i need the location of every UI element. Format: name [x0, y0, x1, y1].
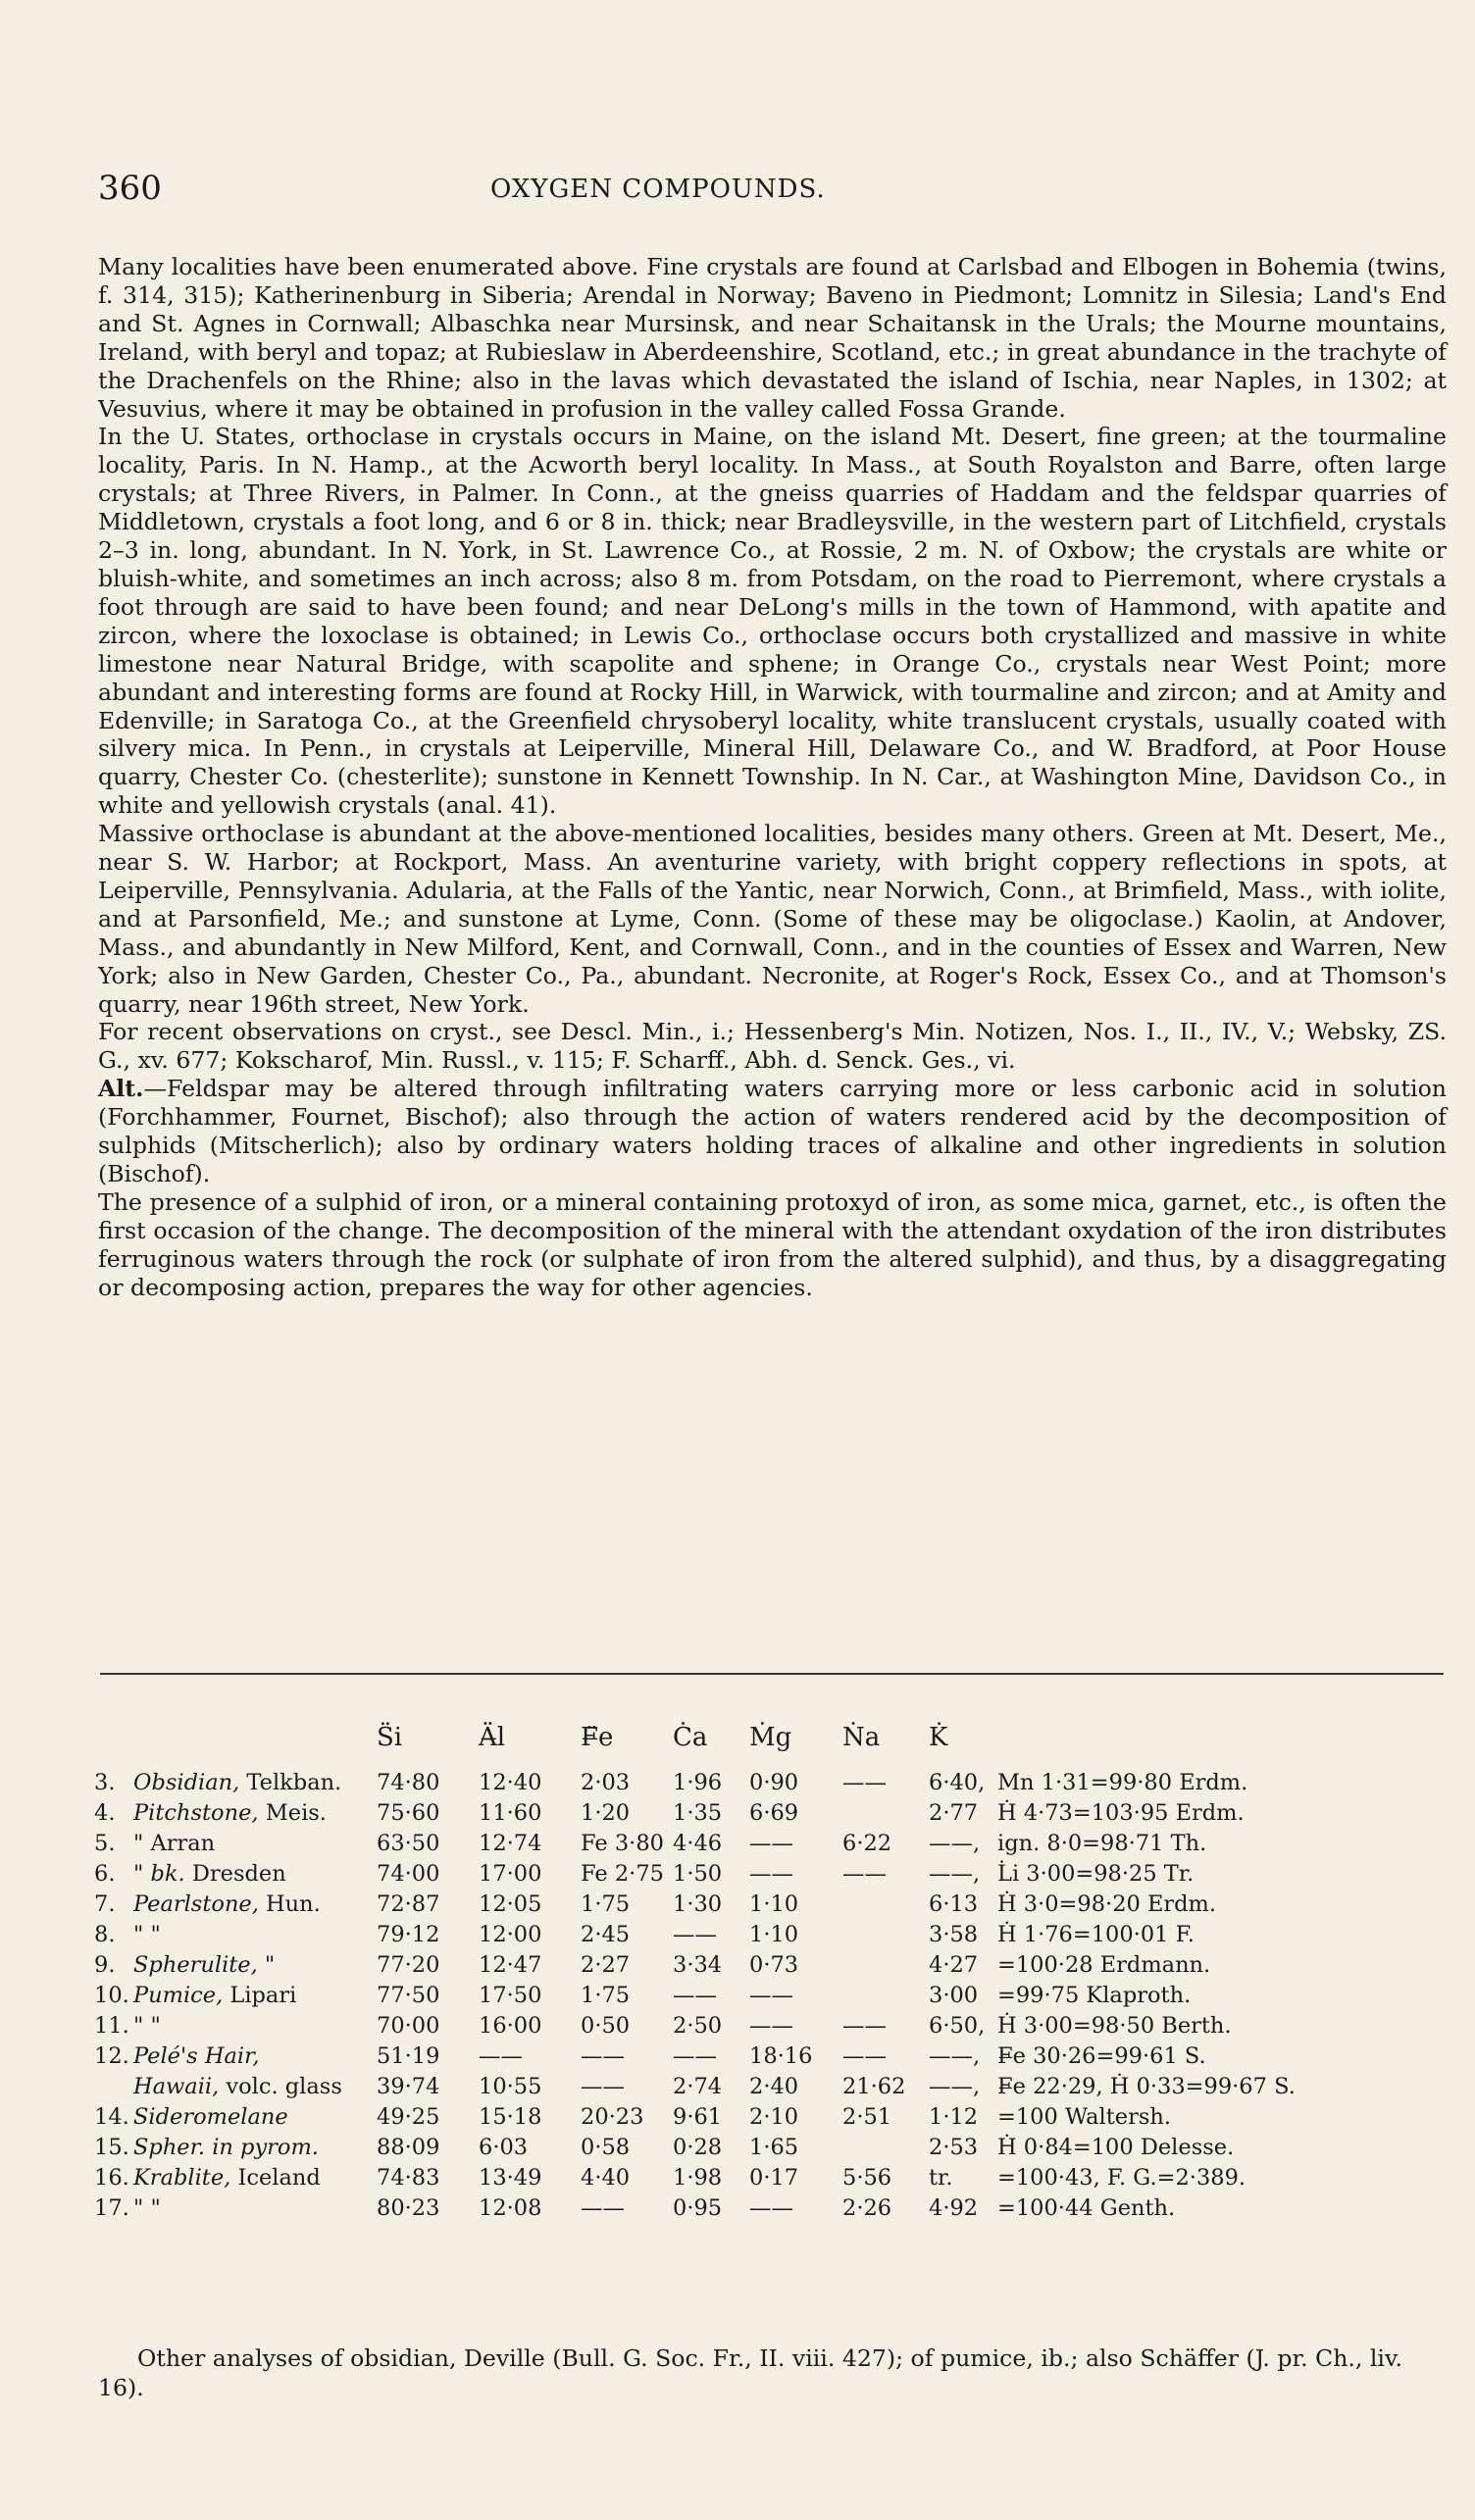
alt-label: Alt.	[98, 1075, 144, 1103]
silica-value: 77·50	[377, 1982, 440, 2008]
remarks-value: =100·43, F. G.=2·389.	[997, 2164, 1246, 2191]
silica-value: 49·25	[377, 2103, 440, 2130]
remarks-value: =100·28 Erdmann.	[997, 1951, 1211, 1978]
soda-value	[842, 1949, 929, 1980]
row-number: 7.	[94, 1890, 116, 1917]
iron-value: ——	[581, 2042, 625, 2069]
potash-value: ——,	[929, 2042, 981, 2069]
mineral-name: Hawaii,	[133, 2073, 220, 2099]
header-soda: Ṅa	[842, 1723, 881, 1752]
potash-value: 6·13	[929, 1890, 979, 1917]
locality: Arran	[143, 1830, 216, 1856]
soda-value: 2·51	[842, 2103, 892, 2130]
remarks-value: =99·75 Klaproth.	[997, 1982, 1192, 2008]
locality: volc. glass	[219, 2073, 342, 2099]
potash-value: tr.	[929, 2164, 953, 2191]
alumina-value: 11·60	[479, 1799, 542, 1826]
silica-value: 74·83	[377, 2164, 440, 2191]
iron-value: ——	[581, 2194, 625, 2221]
lime-value: ——	[673, 2042, 717, 2069]
table-row	[94, 1980, 1468, 2010]
section-divider	[100, 1673, 1444, 1675]
iron-value: 20·23	[581, 2103, 644, 2130]
mineral-name: Obsidian,	[133, 1769, 240, 1795]
soda-value: ——	[842, 2012, 887, 2039]
sample-name-cell	[94, 1797, 377, 1828]
mineral-name: "	[133, 2194, 144, 2221]
silica-value: 39·74	[377, 2073, 440, 2099]
sample-name-cell	[94, 2041, 377, 2071]
table-row	[94, 2192, 1468, 2223]
lime-value: 4·46	[673, 1830, 723, 1856]
footer-note	[98, 2344, 1447, 2402]
alumina-value: 12·05	[479, 1890, 542, 1917]
table-row	[94, 2132, 1468, 2162]
row-number: 12.	[94, 2042, 129, 2069]
alumina-value: 13·49	[479, 2164, 542, 2191]
iron-value: 0·50	[581, 2012, 631, 2039]
mineral-name: "	[133, 1921, 144, 1947]
lime-value: 2·74	[673, 2073, 723, 2099]
mineral-name: Krablite,	[133, 2164, 231, 2191]
mineral-name: Pitchstone,	[133, 1799, 259, 1826]
lime-value: 1·98	[673, 2164, 723, 2191]
paragraph-alteration	[98, 1075, 1447, 1188]
potash-value: ——,	[929, 2073, 981, 2099]
lime-value: 9·61	[673, 2103, 723, 2130]
iron-value: 4·40	[581, 2164, 631, 2191]
paragraph-massive-orthoclase: Massive orthoclase is abundant at the above-mentioned localities, besides many others. Green at Mt. Desert, Me., near S. W. Harbor; at Rockport, Mass. An aventurine variety, with bright coppery reflections in spots, at Leiperville, Pennsylvania. Adularia, at the Falls of the Yantic, near Norwich, Conn., at Brimfield, Mass., with iolite, and at Parsonfield, Me.; and sunstone at Lyme, Conn. (Some of these may be oligoclase.) Kaolin, at Andover, Mass., and abundantly in New Milford, Kent, and Cornwall, Conn., and in the counties of Essex and Warren, New York; also in New Garden, Chester Co., Pa., abundant. Necronite, at Roger's Rock, Essex Co., and at Thomson's quarry, near 196th street, New York.	[98, 820, 1447, 1018]
table-row	[94, 1767, 1468, 1797]
locality: "	[143, 2194, 161, 2221]
potash-value: 4·92	[929, 2194, 979, 2221]
sample-name-cell	[94, 1949, 377, 1980]
mineral-name: Sideromelane	[133, 2103, 288, 2130]
silica-value: 74·80	[377, 1769, 440, 1795]
table-row	[94, 1949, 1468, 1980]
row-number: 16.	[94, 2164, 129, 2191]
sample-name-cell	[94, 1767, 377, 1797]
silica-value: 88·09	[377, 2134, 440, 2160]
sample-name-cell	[94, 2192, 377, 2223]
alumina-value: 12·00	[479, 1921, 542, 1947]
table-header-row	[94, 1708, 1468, 1767]
row-number: 5.	[94, 1830, 116, 1856]
mineral-name: Spherulite,	[133, 1951, 258, 1978]
table-row	[94, 1797, 1468, 1828]
silica-value: 70·00	[377, 2012, 440, 2039]
silica-value: 75·60	[377, 1799, 440, 1826]
iron-value: 2·45	[581, 1921, 631, 1947]
alumina-value: 17·50	[479, 1982, 542, 2008]
potash-value: 3·58	[929, 1921, 979, 1947]
mineral-name: "	[133, 2012, 144, 2039]
iron-value: 2·03	[581, 1769, 631, 1795]
soda-value	[842, 1889, 929, 1919]
magnesia-value: 1·10	[749, 1921, 799, 1947]
soda-value	[842, 1980, 929, 2010]
silica-value: 74·00	[377, 1860, 440, 1887]
sample-name-cell	[94, 1919, 377, 1949]
mineral-name: Spher. in pyrom.	[133, 2134, 319, 2160]
iron-value: 1·75	[581, 1982, 631, 2008]
lime-value: ——	[673, 1921, 717, 1947]
sample-name-cell	[94, 2162, 377, 2192]
iron-value: Fe 3·80	[581, 1830, 664, 1856]
sample-name-cell	[94, 1828, 377, 1858]
silica-value: 72·87	[377, 1890, 440, 1917]
alumina-value: 12·08	[479, 2194, 542, 2221]
row-number: 6.	[94, 1860, 116, 1887]
soda-value: 2·26	[842, 2194, 892, 2221]
remarks-value: F̶e 30·26=99·61 S.	[997, 2042, 1206, 2069]
locality: Meis.	[258, 1799, 327, 1826]
remarks-value: Ḣ 1·76=100·01 F.	[997, 1921, 1195, 1947]
magnesia-value: ——	[749, 1830, 793, 1856]
table-row	[94, 1889, 1468, 1919]
iron-value: 2·27	[581, 1951, 631, 1978]
potash-value: ——,	[929, 1860, 981, 1887]
mineral-name: Pelé's Hair,	[133, 2042, 260, 2069]
magnesia-value: 0·17	[749, 2164, 799, 2191]
paragraph-recent-observations: For recent observations on cryst., see Descl. Min., i.; Hessenberg's Min. Notizen, Nos. I., II., IV., V.; Websky, ZS. G., xv. 677; Kokscharof, Min. Russl., v. 115; F. Scharff., Abh. d. Senck. Ges., vi.	[98, 1018, 1447, 1075]
sample-name-cell	[94, 2010, 377, 2041]
locality: "	[143, 1921, 161, 1947]
magnesia-value: 0·90	[749, 1769, 799, 1795]
paragraph-us-localities: In the U. States, orthoclase in crystals occurs in Maine, on the island Mt. Desert, fine green; at the tourmaline locality, Paris. In N. Hamp., at the Acworth beryl locality. In Mass., at South Royalston and Barre, often large crystals; at Three Rivers, in Palmer. In Conn., at the gneiss quarries of Haddam and the feldspar quarries of Middletown, crystals a foot long, and 6 or 8 in. thick; near Bradleysville, in the western part of Litchfield, crystals 2–3 in. long, abundant. In N. York, in St. Lawrence Co., at Rossie, 2 m. N. of Oxbow; the crystals are white or bluish-white, and sometimes an inch across; also 8 m. from Potsdam, on the road to Pierremont, where crystals a foot through are said to have been found; and near DeLong's mills in the town of Hammond, with apatite and zircon, where the loxoclase is obtained; in Lewis Co., orthoclase occurs both crystallized and massive in white limestone near Natural Bridge, with scapolite and sphene; in Orange Co., crystals near West Point; more abundant and interesting forms are found at Rocky Hill, in Warwick, with tourmaline and zircon; and at Amity and Edenville; in Saratoga Co., at the Greenfield chrysoberyl locality, white translucent crystals, usually coated with silvery mica. In Penn., in crystals at Leiperville, Mineral Hill, Delaware Co., and W. Bradford, at Poor House quarry, Chester Co. (chesterlite); sunstone in Kennett Township. In N. Car., at Washington Mine, Davidson Co., in white and yellowish crystals (anal. 41).	[98, 423, 1447, 820]
mineral-name: " bk.	[133, 1860, 185, 1887]
silica-value: 80·23	[377, 2194, 440, 2221]
row-number: 11.	[94, 2012, 129, 2039]
silica-value: 77·20	[377, 1951, 440, 1978]
remarks-value: =100·44 Genth.	[997, 2194, 1176, 2221]
soda-value	[842, 1919, 929, 1949]
iron-value: 1·75	[581, 1890, 631, 1917]
row-number: 8.	[94, 1921, 116, 1947]
alumina-value: 12·74	[479, 1830, 542, 1856]
locality: "	[257, 1951, 276, 1978]
header-potash: K̇	[929, 1723, 948, 1752]
silica-value: 63·50	[377, 1830, 440, 1856]
potash-value: 3·00	[929, 1982, 979, 2008]
header-iron: F̶̈e	[581, 1723, 614, 1752]
magnesia-value: 1·10	[749, 1890, 799, 1917]
remarks-value: Ḣ 3·00=98·50 Berth.	[997, 2012, 1232, 2039]
soda-value: ——	[842, 1769, 887, 1795]
mineral-name: "	[133, 1830, 144, 1856]
iron-value: 1·20	[581, 1799, 631, 1826]
potash-value: ——,	[929, 1830, 981, 1856]
soda-value: ——	[842, 1860, 887, 1887]
lime-value: 3·34	[673, 1951, 723, 1978]
potash-value: 2·53	[929, 2134, 979, 2160]
row-number: 9.	[94, 1951, 116, 1978]
remarks-value: L̇i 3·00=98·25 Tr.	[997, 1860, 1195, 1887]
table-row	[94, 2162, 1468, 2192]
magnesia-value: ——	[749, 1860, 793, 1887]
header-lime: Ċa	[673, 1723, 708, 1752]
row-number: 3.	[94, 1769, 116, 1795]
potash-value: 6·50,	[929, 2012, 986, 2039]
header-magnesia: Ṁg	[749, 1723, 792, 1752]
running-title: OXYGEN COMPOUNDS.	[490, 175, 826, 204]
row-number: 4.	[94, 1799, 116, 1826]
sample-name-cell	[94, 1858, 377, 1889]
lime-value: 1·96	[673, 1769, 723, 1795]
sample-name-cell	[94, 2101, 377, 2132]
silica-value: 51·19	[377, 2042, 440, 2069]
soda-value: ——	[842, 2042, 887, 2069]
potash-value: 6·40,	[929, 1769, 986, 1795]
table-row	[94, 2071, 1468, 2101]
alumina-value: 15·18	[479, 2103, 542, 2130]
alumina-value: 17·00	[479, 1860, 542, 1887]
row-number: 14.	[94, 2103, 129, 2130]
locality: Hun.	[258, 1890, 321, 1917]
soda-value	[842, 2132, 929, 2162]
sample-name-cell	[94, 2071, 377, 2101]
lime-value: 0·95	[673, 2194, 723, 2221]
row-number: 17.	[94, 2194, 129, 2221]
sample-name-cell	[94, 2132, 377, 2162]
table-row	[94, 2101, 1468, 2132]
table-row	[94, 1828, 1468, 1858]
lime-value: 2·50	[673, 2012, 723, 2039]
paragraph-sulphid: The presence of a sulphid of iron, or a mineral containing protoxyd of iron, as some mica, garnet, etc., is often the first occasion of the change. The decomposition of the mineral with the attendant oxydation of the iron distributes ferruginous waters through the rock (or sulphate of iron from the altered sulphid), and thus, by a disaggregating or decomposing action, prepares the way for other agencies.	[98, 1187, 1447, 1301]
remarks-value: Ḣ 4·73=103·95 Erdm.	[997, 1799, 1245, 1826]
magnesia-value: 18·16	[749, 2042, 813, 2069]
lime-value: 1·50	[673, 1860, 723, 1887]
locality: Iceland	[230, 2164, 321, 2191]
soda-value: 5·56	[842, 2164, 892, 2191]
magnesia-value: ——	[749, 2012, 793, 2039]
lime-value: 0·28	[673, 2134, 723, 2160]
locality: Lipari	[223, 1982, 297, 2008]
analyses-table-body	[94, 1767, 1468, 2223]
row-number: 10.	[94, 1982, 129, 2008]
header-blank	[94, 1708, 377, 1767]
remarks-value: F̶e 22·29, Ḣ 0·33=99·67 S.	[997, 2073, 1296, 2099]
silica-value: 79·12	[377, 1921, 440, 1947]
potash-value: 4·27	[929, 1951, 979, 1978]
magnesia-value: ——	[749, 1982, 793, 2008]
page-number: 360	[98, 169, 162, 208]
alt-text: —Feldspar may be altered through infiltrating waters carrying more or less carbonic acid in solution (Forchhammer, Fournet, Bischof); also through the action of waters rendered acid by the decomposition of sulphids (Mitscherlich); also by ordinary waters holding traces of alkaline and other ingredients in solution (Bischof).	[98, 1075, 1447, 1187]
header-remarks	[997, 1708, 1468, 1767]
alumina-value: 16·00	[479, 2012, 542, 2039]
alumina-value: ——	[479, 2042, 523, 2069]
other-analyses-note: Other analyses of obsidian, Deville (Bull. G. Soc. Fr., II. viii. 427); of pumice, ib.; also Schäffer (J. pr. Ch., liv. 16).	[98, 2344, 1403, 2401]
magnesia-value: ——	[749, 2194, 793, 2221]
soda-value	[842, 1797, 929, 1828]
alumina-value: 12·47	[479, 1951, 542, 1978]
sample-name-cell	[94, 1889, 377, 1919]
paragraph-localities: Many localities have been enumerated above. Fine crystals are found at Carlsbad and Elbogen in Bohemia (twins, f. 314, 315); Katherinenburg in Siberia; Arendal in Norway; Baveno in Piedmont; Lomnitz in Silesia; Land's End and St. Agnes in Cornwall; Albaschka near Mursinsk, and near Schaitansk in the Urals; the Mourne mountains, Ireland, with beryl and topaz; at Rubieslaw in Aberdeenshire, Scotland, etc.; in great abundance in the trachyte of the Drachenfels on the Rhine; also in the lavas which devastated the island of Ischia, near Naples, in 1302; at Vesuvius, where it may be obtained in profusion in the valley called Fossa Grande.	[98, 253, 1447, 423]
page-header	[98, 169, 1402, 212]
potash-value: 1·12	[929, 2103, 979, 2130]
locality: Telkban.	[239, 1769, 342, 1795]
soda-value: 21·62	[842, 2073, 906, 2099]
locality: "	[143, 2012, 161, 2039]
alumina-value: 10·55	[479, 2073, 542, 2099]
magnesia-value: 2·40	[749, 2073, 799, 2099]
iron-value: Fe 2·75	[581, 1860, 664, 1887]
mineral-name: Pearlstone,	[133, 1890, 259, 1917]
magnesia-value: 1·65	[749, 2134, 799, 2160]
potash-value: 2·77	[929, 1799, 979, 1826]
soda-value: 6·22	[842, 1830, 892, 1856]
remarks-value: Ḣ 3·0=98·20 Erdm.	[997, 1890, 1217, 1917]
alumina-value: 6·03	[479, 2134, 529, 2160]
remarks-value: ign. 8·0=98·71 Th.	[997, 1830, 1207, 1856]
table-row	[94, 2010, 1468, 2041]
analyses-table	[94, 1708, 1468, 2223]
magnesia-value: 2·10	[749, 2103, 799, 2130]
locality: Dresden	[184, 1860, 286, 1887]
iron-value: 0·58	[581, 2134, 631, 2160]
magnesia-value: 6·69	[749, 1799, 799, 1826]
magnesia-value: 0·73	[749, 1951, 799, 1978]
remarks-value: =100 Waltersh.	[997, 2103, 1172, 2130]
sample-name-cell	[94, 1980, 377, 2010]
row-number: 15.	[94, 2134, 129, 2160]
header-alumina: Ä̶l	[479, 1723, 506, 1752]
remarks-value: Ḣ 0·84=100 Delesse.	[997, 2134, 1235, 2160]
iron-value: ——	[581, 2073, 625, 2099]
mineral-name: Pumice,	[133, 1982, 224, 2008]
table-row	[94, 1919, 1468, 1949]
table-row	[94, 1858, 1468, 1889]
header-silica: S̈i	[377, 1723, 403, 1752]
table-row	[94, 2041, 1468, 2071]
lime-value: 1·30	[673, 1890, 723, 1917]
body-text	[98, 253, 1447, 1302]
lime-value: ——	[673, 1982, 717, 2008]
remarks-value: Mn 1·31=99·80 Erdm.	[997, 1769, 1248, 1795]
alumina-value: 12·40	[479, 1769, 542, 1795]
lime-value: 1·35	[673, 1799, 723, 1826]
